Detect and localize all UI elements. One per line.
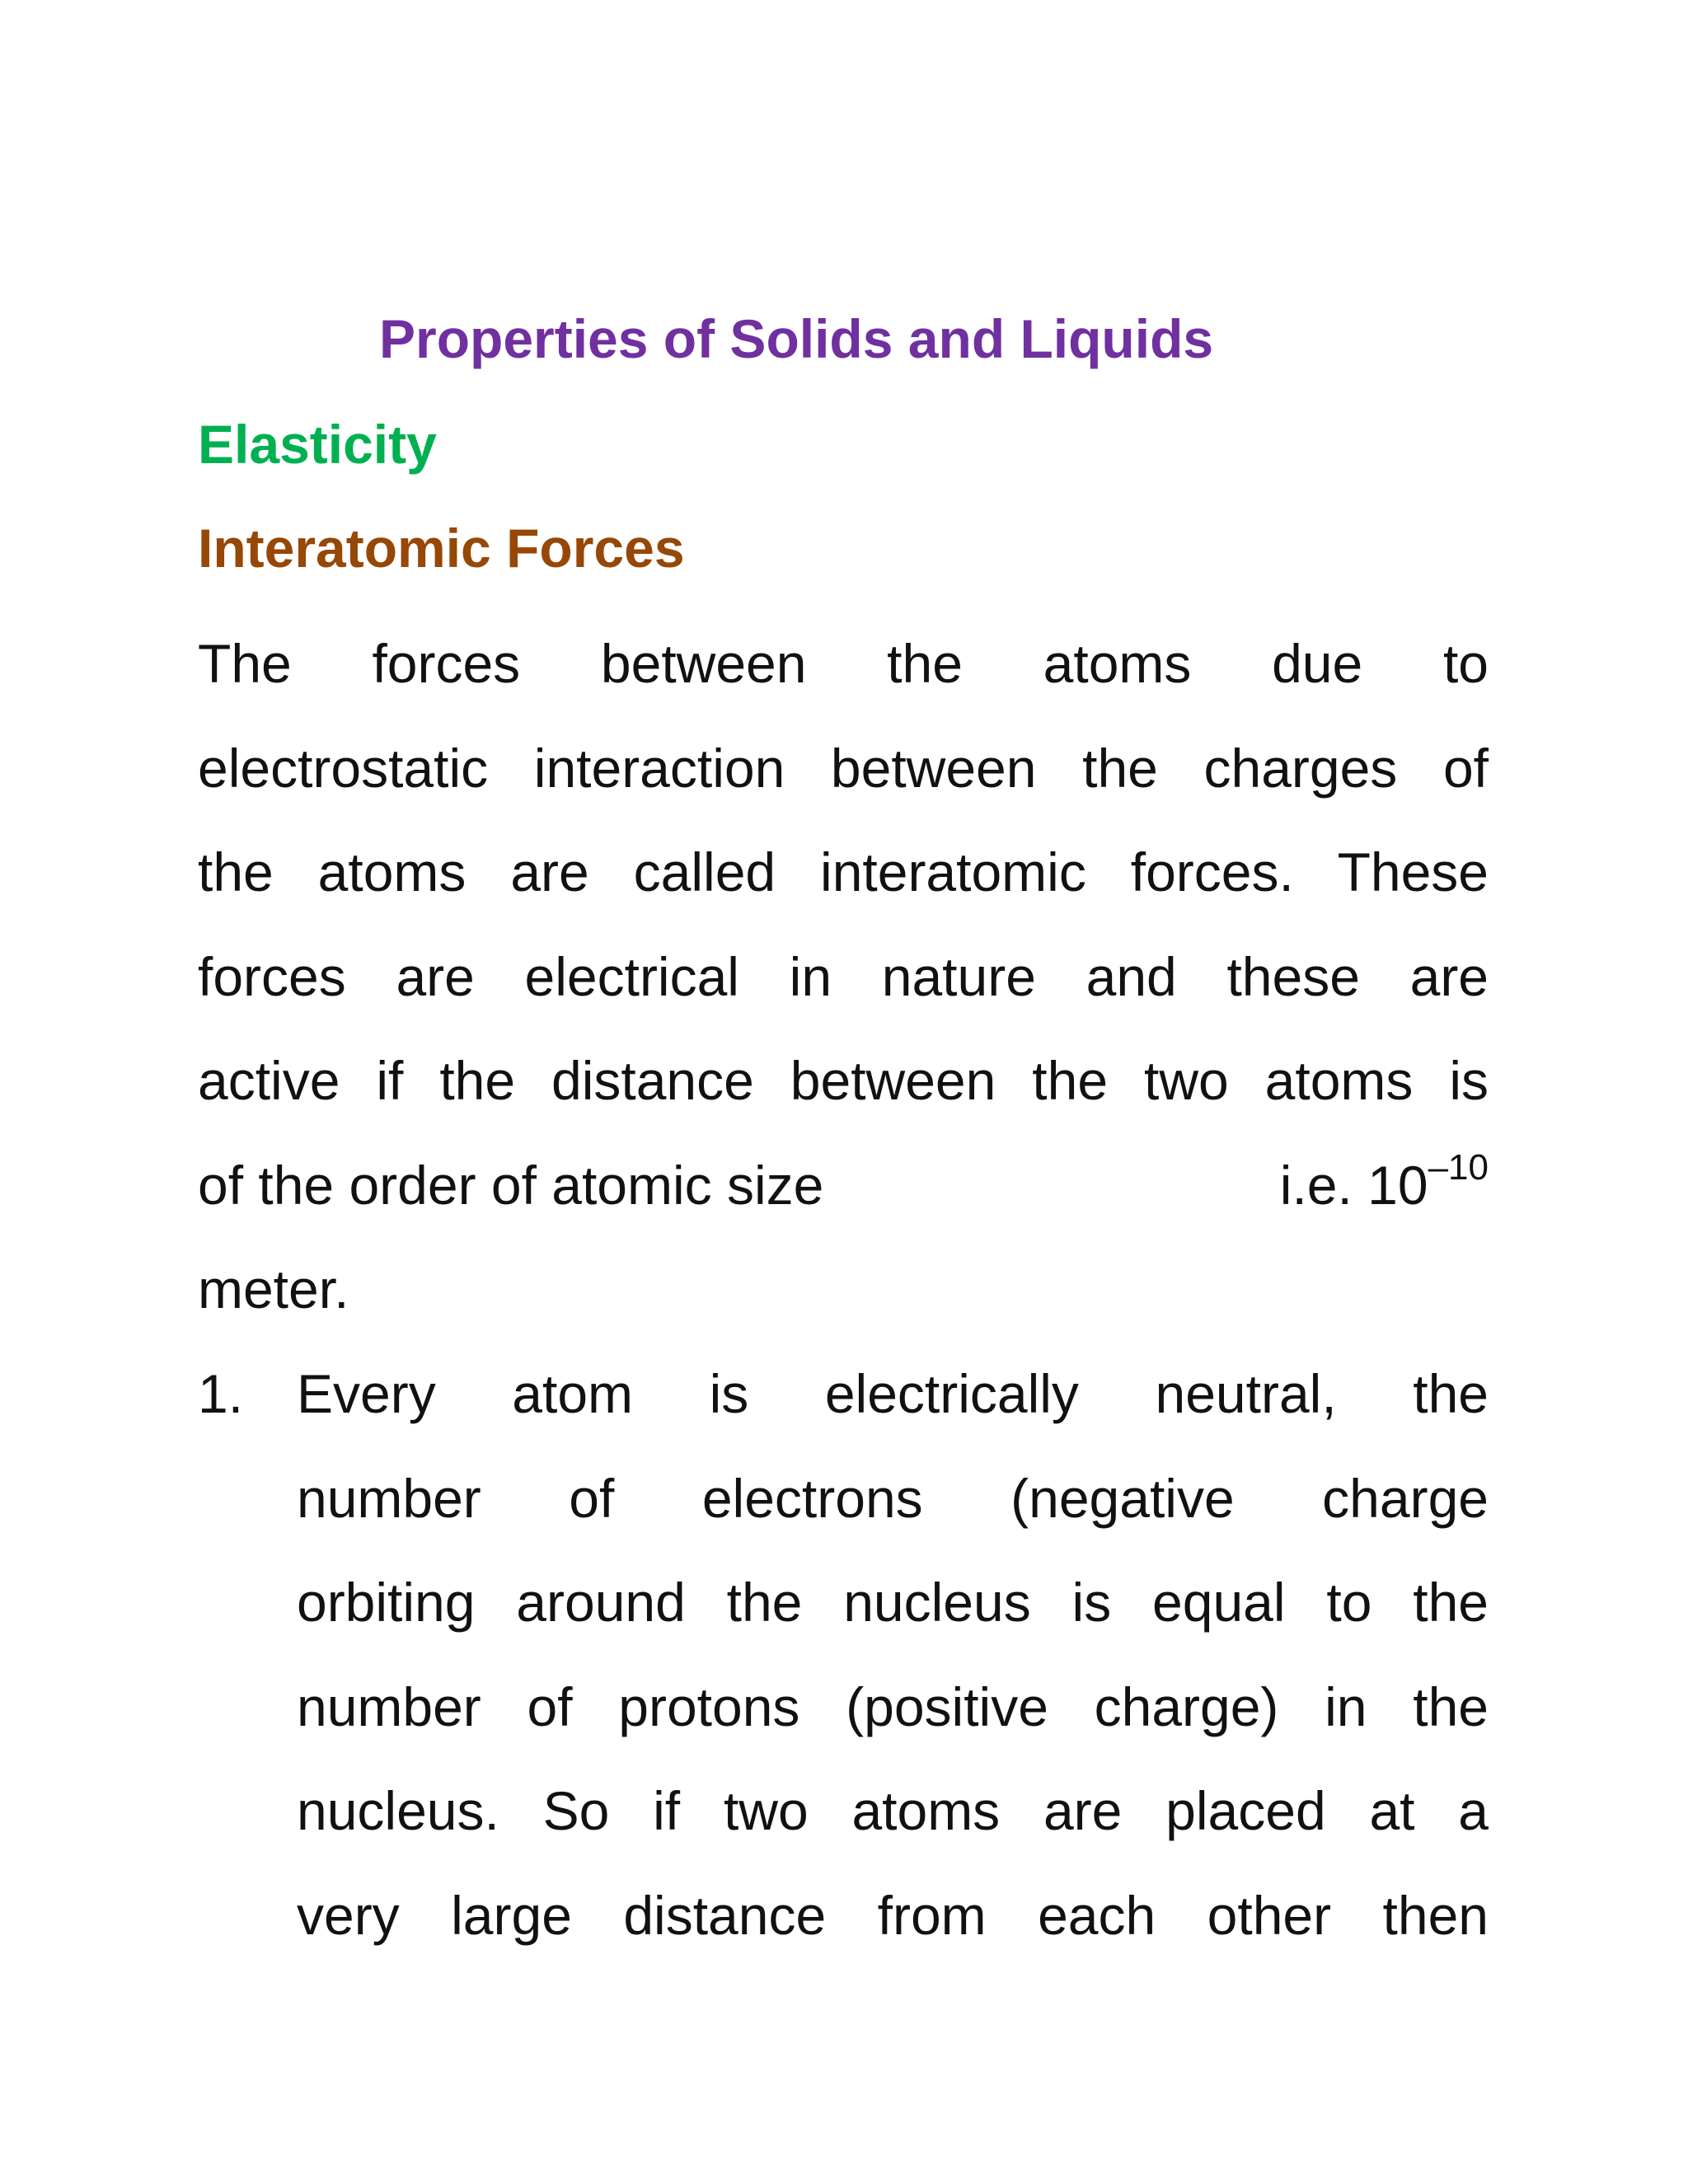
- list-item-number: 1.: [198, 1363, 244, 1424]
- page-title: Properties of Solids and Liquids: [379, 308, 1214, 369]
- order-value: [1280, 1133, 1489, 1238]
- list-item: [198, 1342, 1489, 1967]
- paragraph-line-end: meter.: [198, 1258, 349, 1319]
- order-exponent: –10: [1428, 1146, 1489, 1188]
- list-item-line: orbiting around the nucleus is equal to the: [297, 1572, 1489, 1633]
- intro-paragraph: [198, 612, 1489, 1342]
- list-item-line: nucleus. So if two atoms are placed at a: [297, 1780, 1489, 1841]
- paragraph-line: the atoms are called interatomic forces. These: [198, 841, 1489, 902]
- paragraph-line: forces are electrical in nature and these are: [198, 945, 1489, 1007]
- numbered-list: [198, 1342, 1489, 1967]
- paragraph-line: active if the distance between the two atoms is: [198, 1050, 1489, 1111]
- subsection-heading-interatomic-forces: Interatomic Forces: [198, 518, 685, 579]
- paragraph-line-order: [198, 1133, 1489, 1238]
- list-item-line: very large distance from each other then: [297, 1884, 1489, 1946]
- paragraph-line: The forces between the atoms due to: [198, 633, 1489, 694]
- paragraph-line: electrostatic interaction between the charges of: [198, 737, 1489, 799]
- section-heading-elasticity: Elasticity: [198, 414, 437, 475]
- list-item-line: number of protons (positive charge) in the: [297, 1675, 1489, 1737]
- list-item-line: Every atom is electrically neutral, the: [297, 1363, 1489, 1424]
- list-item-line: number of electrons (negative charge: [297, 1467, 1489, 1529]
- order-text: of the order of atomic size: [198, 1154, 824, 1216]
- order-base: i.e. 10: [1279, 1154, 1428, 1216]
